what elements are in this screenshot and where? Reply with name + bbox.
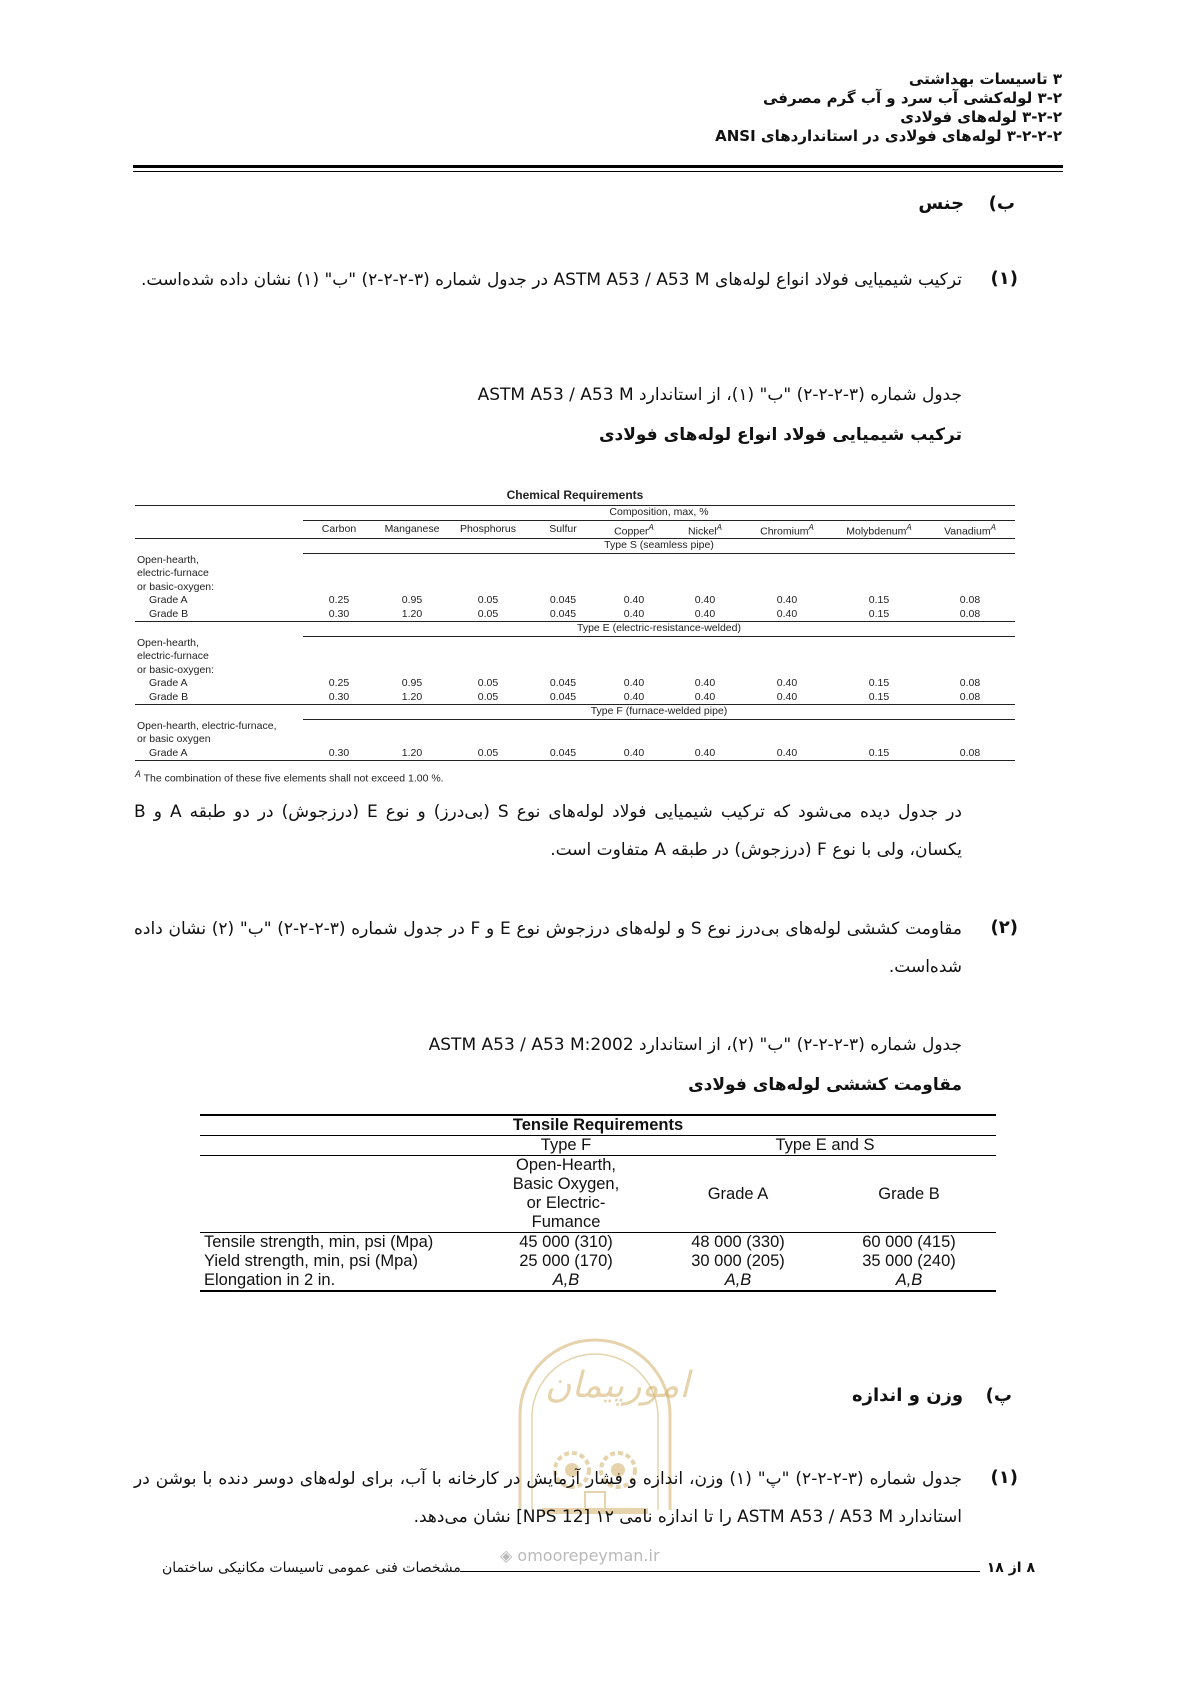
table-cell: 0.08	[959, 677, 981, 690]
table-cell: 1.20	[375, 608, 449, 622]
table-cell: 0.045	[527, 608, 599, 622]
table-cell: 0.40	[741, 691, 833, 705]
header-rule-thin	[133, 171, 1063, 172]
table-cell: 0.08	[959, 594, 981, 607]
column-header-label: Manganese	[384, 522, 440, 535]
grade-label: Grade B	[135, 691, 303, 705]
chem-table-footnote	[135, 769, 444, 785]
table-cell: 0.40	[776, 594, 798, 607]
chem-table-title: Chemical Requirements	[506, 487, 644, 502]
footnote-mark: A	[808, 522, 814, 532]
process-line: Fumance	[531, 1213, 601, 1231]
type-f-process	[478, 1156, 654, 1233]
row-label: Elongation in 2 in.	[200, 1271, 478, 1291]
column-header-label: Vanadium	[944, 525, 991, 537]
cell-grade-b: 60 000 (415)	[822, 1233, 996, 1253]
row-label: Yield strength, min, psi (Mpa)	[204, 1252, 418, 1270]
grade-label: Grade B	[135, 608, 303, 622]
table-cell: 0.05	[477, 677, 499, 690]
type-s-label: Type S (seamless pipe)	[303, 539, 1015, 554]
footnote-mark: A	[135, 769, 141, 779]
process-label: Open-hearth, electric-furnace,	[137, 719, 277, 732]
header-line-3: ۳-۲-۲ لوله‌های فولادی	[900, 108, 1062, 126]
table-cell: 0.40	[776, 677, 798, 690]
grade-label: Grade A	[135, 747, 303, 761]
process-label: electric-furnace	[137, 567, 209, 580]
page-number: ۸ از ۱۸	[986, 1560, 1035, 1576]
chapter-header	[262, 70, 1062, 146]
item-2-number: (۲)	[990, 917, 1018, 938]
column-header-label: Copper	[614, 525, 649, 537]
table-cell: 0.15	[868, 594, 890, 607]
watermark-url-text: omoorepeyman.ir	[517, 1546, 660, 1565]
table-1-caption: جدول شماره (۳-۲-۲-۲) "ب" (۱)، از استاندارد ASTM A53 / A53 M	[477, 385, 962, 405]
column-header	[669, 520, 741, 539]
table-cell: 0.40	[741, 608, 833, 622]
table-cell: 0.15	[868, 677, 890, 690]
header-line-4: ۳-۲-۲-۲ لوله‌های فولادی در استانداردهای ANSI	[715, 127, 1062, 145]
header-line-1: ۳ تاسیسات بهداشتی	[908, 70, 1062, 88]
table-cell: 0.30	[303, 608, 375, 622]
table-cell: 0.05	[449, 691, 527, 705]
table-cell: 0.08	[925, 608, 1015, 622]
table-1-note: در جدول دیده می‌شود که ترکیب شیمیایی فولاد لوله‌های نوع S (بی‌درز) و نوع E (درزجوش) در دو طبقه A و B یکسان، ولی با نوع F (درزجوش) در طبقه A متفاوت است.	[134, 802, 962, 860]
table-cell: 0.045	[527, 691, 599, 705]
type-f-label: Type F (furnace-welded pipe)	[303, 705, 1015, 720]
process-label: or basic oxygen	[137, 733, 211, 746]
process-line: Basic Oxygen,	[512, 1175, 620, 1193]
item-3-number: (۱)	[990, 1467, 1018, 1488]
table-cell: 0.15	[833, 691, 925, 705]
footnote-mark: A	[990, 522, 996, 532]
tensile-table-title: Tensile Requirements	[200, 1115, 996, 1136]
table-row	[200, 1271, 996, 1291]
item-2-text: مقاومت کششی لوله‌های بی‌درز نوع S و لوله‌های درزجوش نوع E و F در جدول شماره (۳-۲-۲-۲) "ب" (۲) نشان داده شده‌است.	[134, 919, 962, 977]
process-label: or basic-oxygen:	[137, 580, 215, 593]
column-header	[449, 520, 527, 539]
table-row	[135, 594, 1015, 608]
table-2-caption: جدول شماره (۳-۲-۲-۲) "ب" (۲)، از استاندارد ASTM A53 / A53 M:2002	[428, 1035, 962, 1055]
column-header-label: Nickel	[688, 525, 717, 537]
item-3-text: جدول شماره (۳-۲-۲-۲) "پ" (۱) وزن، اندازه و فشار آزمایش در کارخانه با آب، برای لوله‌های دوسر دنده با بوشن در استاندارد ASTM A53 / A53 M را تا اندازه نامی ۱۲ [NPS 12] نشان می‌دهد.	[134, 1469, 962, 1527]
column-header-label: Sulfur	[549, 522, 577, 535]
process-label: Open-hearth,	[137, 636, 199, 649]
section-b-heading	[918, 193, 1015, 214]
process-line: or Electric-	[526, 1194, 606, 1212]
table-row	[135, 677, 1015, 691]
footnote-mark: A	[906, 522, 912, 532]
table-row	[200, 1233, 996, 1253]
column-header	[375, 520, 449, 539]
column-header	[599, 520, 669, 539]
process-line: Open-Hearth,	[516, 1156, 616, 1174]
header-line-2: ۳-۲ لوله‌کشی آب سرد و آب گرم مصرفی	[762, 89, 1062, 107]
column-header	[741, 520, 833, 539]
footnote-mark: A	[648, 522, 654, 532]
footer-title: مشخصات فنی عمومی تاسیسات مکانیکی ساختمان	[162, 1560, 461, 1576]
cell-grade-a: 48 000 (330)	[654, 1233, 822, 1253]
cell-grade-a: 30 000 (205)	[691, 1252, 785, 1270]
table-row	[135, 691, 1015, 705]
column-header	[925, 520, 1015, 539]
table-2-subtitle: مقاومت کششی لوله‌های فولادی	[688, 1075, 962, 1095]
type-e-label: Type E (electric-resistance-welded)	[303, 622, 1015, 637]
table-cell: 0.045	[527, 747, 599, 761]
grade-label: Grade A	[149, 594, 188, 607]
process-label: Open-hearth,	[137, 553, 199, 566]
table-cell: 0.045	[549, 594, 577, 607]
section-p-marker: پ)	[985, 1385, 1012, 1406]
composition-header: Composition, max, %	[303, 506, 1015, 521]
footnote-text: The combination of these five elements shall not exceed 1.00 %.	[143, 772, 444, 785]
table-cell: 0.40	[669, 691, 741, 705]
table-row	[200, 1252, 996, 1271]
column-header-label: Carbon	[321, 522, 357, 535]
tensile-requirements-table	[200, 1114, 996, 1292]
process-label: electric-furnace	[137, 650, 209, 663]
table-cell: 1.20	[375, 691, 449, 705]
table-cell: 0.25	[328, 677, 350, 690]
table-cell: 0.40	[599, 608, 669, 622]
column-header-label: Phosphorus	[459, 522, 517, 535]
table-cell: 0.05	[449, 747, 527, 761]
type-es-header: Type E and S	[654, 1136, 996, 1156]
column-header	[303, 520, 375, 539]
footnote-mark: A	[716, 522, 722, 532]
table-cell: 0.40	[669, 608, 741, 622]
section-b-title: جنس	[918, 193, 965, 214]
table-cell: 0.40	[599, 691, 669, 705]
table-cell: 0.08	[925, 691, 1015, 705]
cell-type-f: A,B	[478, 1271, 654, 1291]
table-cell: 0.40	[741, 747, 833, 761]
section-p-title: وزن و اندازه	[851, 1385, 964, 1406]
table-cell: 0.08	[925, 747, 1015, 761]
table-row	[135, 608, 1015, 622]
column-header	[527, 520, 599, 539]
section-b-marker: ب)	[988, 193, 1015, 214]
table-cell: 0.15	[833, 747, 925, 761]
table-cell: 0.40	[599, 747, 669, 761]
table-cell: 0.15	[833, 608, 925, 622]
footer-rule	[460, 1571, 980, 1572]
item-1-text: ترکیب شیمیایی فولاد انواع لوله‌های ASTM A53 / A53 M در جدول شماره (۳-۲-۲-۲) "ب" (۱) نشان داده شده‌است.	[140, 270, 962, 290]
cell-type-f: 25 000 (170)	[519, 1252, 613, 1270]
table-cell: 0.40	[669, 747, 741, 761]
section-p-heading	[852, 1385, 1012, 1406]
table-cell: 0.40	[623, 594, 645, 607]
table-cell: 1.20	[375, 747, 449, 761]
table-cell: 0.30	[303, 747, 375, 761]
table-cell: 0.40	[694, 677, 716, 690]
cell-grade-b: A,B	[822, 1271, 996, 1291]
table-cell: 0.045	[549, 677, 577, 690]
cell-type-f: 45 000 (310)	[478, 1233, 654, 1253]
row-label: Tensile strength, min, psi (Mpa)	[200, 1233, 478, 1253]
cell-grade-b: 35 000 (240)	[862, 1252, 956, 1270]
column-header-label: Chromium	[760, 525, 809, 537]
globe-icon: ◈	[500, 1546, 513, 1565]
table-row	[135, 747, 1015, 761]
table-cell: 0.40	[694, 594, 716, 607]
header-rule-thick	[133, 165, 1063, 168]
grade-label: Grade A	[149, 677, 188, 690]
type-f-header: Type F	[478, 1136, 654, 1156]
process-label: or basic-oxygen:	[137, 663, 215, 676]
table-cell: 0.95	[401, 677, 423, 690]
grade-b-header: Grade B	[822, 1156, 996, 1233]
column-header-label: Molybdenum	[846, 525, 907, 537]
column-header	[833, 520, 925, 539]
table-cell: 0.25	[328, 594, 350, 607]
table-1-subtitle: ترکیب شیمیایی فولاد انواع لوله‌های فولادی	[598, 425, 962, 445]
table-cell: 0.40	[623, 677, 645, 690]
watermark-logo-text: امورپیمان	[545, 1365, 690, 1406]
table-cell: 0.05	[477, 594, 499, 607]
table-cell: 0.05	[449, 608, 527, 622]
item-1-number: (۱)	[990, 268, 1018, 289]
chemical-requirements-table	[135, 485, 1015, 761]
grade-a-header: Grade A	[654, 1156, 822, 1233]
table-cell: 0.95	[401, 594, 423, 607]
cell-grade-a: A,B	[654, 1271, 822, 1291]
watermark-url	[500, 1546, 660, 1565]
table-cell: 0.30	[303, 691, 375, 705]
